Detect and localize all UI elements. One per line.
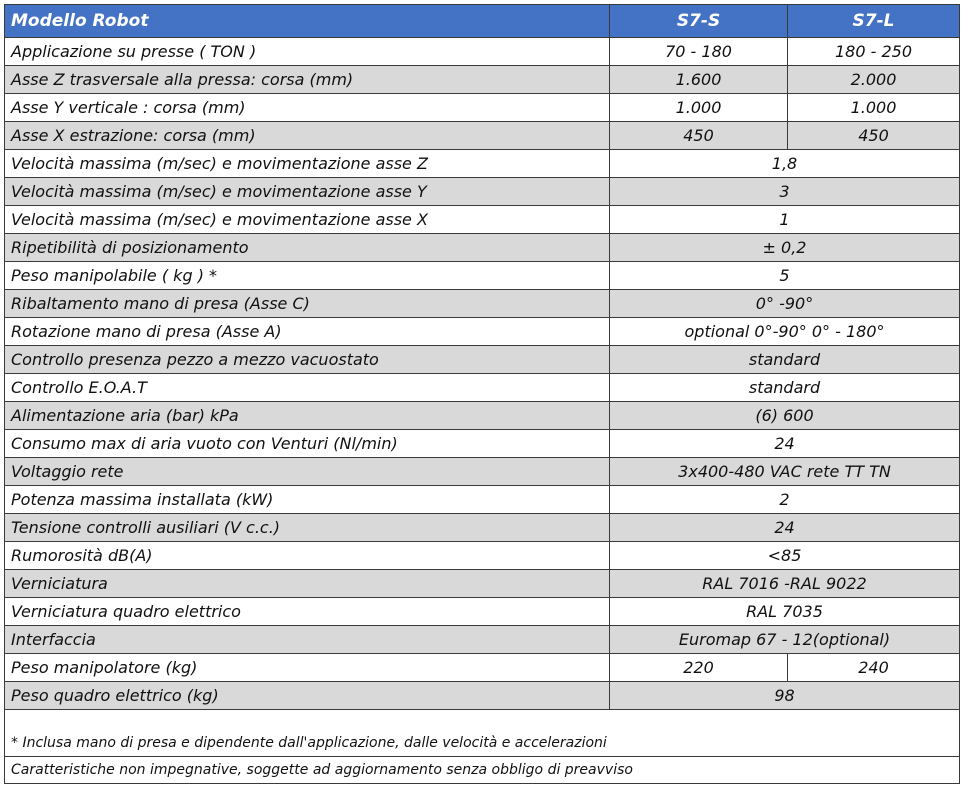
table-row (5, 94, 960, 122)
row-label: Ribaltamento mano di presa (Asse C) (5, 290, 610, 318)
row-label: Peso manipolatore (kg) (5, 654, 610, 682)
disclaimer-text: Caratteristiche non impegnative, soggette ad aggiornamento senza obbligo di preavviso (5, 757, 960, 784)
row-value-s7-s: 1.600 (610, 66, 788, 94)
table-row (5, 66, 960, 94)
header-model-s7-s: S7-S (610, 5, 788, 38)
row-value-shared: optional 0°-90° 0° - 180° (610, 318, 960, 346)
row-value-shared: 24 (610, 514, 960, 542)
row-value-shared: 24 (610, 430, 960, 458)
table-row (5, 234, 960, 262)
row-value-shared: 98 (610, 682, 960, 710)
row-label: Ripetibilità di posizionamento (5, 234, 610, 262)
row-value-shared: 3 (610, 178, 960, 206)
row-label: Rotazione mano di presa (Asse A) (5, 318, 610, 346)
table-row (5, 38, 960, 66)
row-label: Velocità massima (m/sec) e movimentazione asse Z (5, 150, 610, 178)
notes-section (5, 710, 960, 784)
row-label: Rumorosità dB(A) (5, 542, 610, 570)
table-row (5, 150, 960, 178)
row-value-s7-s: 1.000 (610, 94, 788, 122)
row-value-s7-l: 450 (788, 122, 960, 150)
table-row (5, 542, 960, 570)
row-value-shared: RAL 7016 -RAL 9022 (610, 570, 960, 598)
row-label: Peso quadro elettrico (kg) (5, 682, 610, 710)
table-row (5, 626, 960, 654)
row-value-shared: RAL 7035 (610, 598, 960, 626)
header-row (5, 5, 960, 38)
footnote-text: * Inclusa mano di presa e dipendente dall'applicazione, dalle velocità e accelerazioni (5, 730, 960, 757)
notes-spacer (5, 710, 960, 731)
table-row (5, 570, 960, 598)
row-label: Peso manipolabile ( kg ) * (5, 262, 610, 290)
table-row (5, 262, 960, 290)
row-value-s7-s: 450 (610, 122, 788, 150)
row-value-s7-l: 180 - 250 (788, 38, 960, 66)
robot-spec-table (4, 4, 960, 784)
table-row (5, 402, 960, 430)
row-value-shared: <85 (610, 542, 960, 570)
table-row (5, 346, 960, 374)
row-value-shared: ± 0,2 (610, 234, 960, 262)
table-row (5, 178, 960, 206)
spec-table-container (4, 4, 959, 784)
row-value-shared: 2 (610, 486, 960, 514)
row-label: Consumo max di aria vuoto con Venturi (Nl/min) (5, 430, 610, 458)
row-value-shared: standard (610, 374, 960, 402)
row-value-s7-s: 70 - 180 (610, 38, 788, 66)
row-value-shared: 1 (610, 206, 960, 234)
row-value-s7-l: 240 (788, 654, 960, 682)
table-row (5, 318, 960, 346)
table-row (5, 682, 960, 710)
row-label: Asse Z trasversale alla pressa: corsa (mm) (5, 66, 610, 94)
table-row (5, 486, 960, 514)
row-label: Verniciatura quadro elettrico (5, 598, 610, 626)
row-value-s7-l: 2.000 (788, 66, 960, 94)
row-value-s7-s: 220 (610, 654, 788, 682)
row-value-shared: 3x400-480 VAC rete TT TN (610, 458, 960, 486)
row-label: Controllo E.O.A.T (5, 374, 610, 402)
row-label: Tensione controlli ausiliari (V c.c.) (5, 514, 610, 542)
row-label: Asse X estrazione: corsa (mm) (5, 122, 610, 150)
table-row (5, 206, 960, 234)
table-row (5, 654, 960, 682)
row-label: Voltaggio rete (5, 458, 610, 486)
row-value-shared: Euromap 67 - 12(optional) (610, 626, 960, 654)
row-value-shared: 5 (610, 262, 960, 290)
row-label: Verniciatura (5, 570, 610, 598)
row-label: Alimentazione aria (bar) kPa (5, 402, 610, 430)
spec-rows (5, 38, 960, 710)
row-label: Velocità massima (m/sec) e movimentazione asse X (5, 206, 610, 234)
row-label: Applicazione su presse ( TON ) (5, 38, 610, 66)
row-value-shared: (6) 600 (610, 402, 960, 430)
table-row (5, 458, 960, 486)
row-label: Velocità massima (m/sec) e movimentazione asse Y (5, 178, 610, 206)
row-value-s7-l: 1.000 (788, 94, 960, 122)
row-label: Potenza massima installata (kW) (5, 486, 610, 514)
row-label: Asse Y verticale : corsa (mm) (5, 94, 610, 122)
table-row (5, 430, 960, 458)
row-value-shared: standard (610, 346, 960, 374)
table-row (5, 290, 960, 318)
row-value-shared: 0° -90° (610, 290, 960, 318)
table-row (5, 122, 960, 150)
header-model-s7-l: S7-L (788, 5, 960, 38)
header-model-label: Modello Robot (5, 5, 610, 38)
table-row (5, 598, 960, 626)
row-value-shared: 1,8 (610, 150, 960, 178)
row-label: Controllo presenza pezzo a mezzo vacuostato (5, 346, 610, 374)
row-label: Interfaccia (5, 626, 610, 654)
table-row (5, 514, 960, 542)
table-row (5, 374, 960, 402)
